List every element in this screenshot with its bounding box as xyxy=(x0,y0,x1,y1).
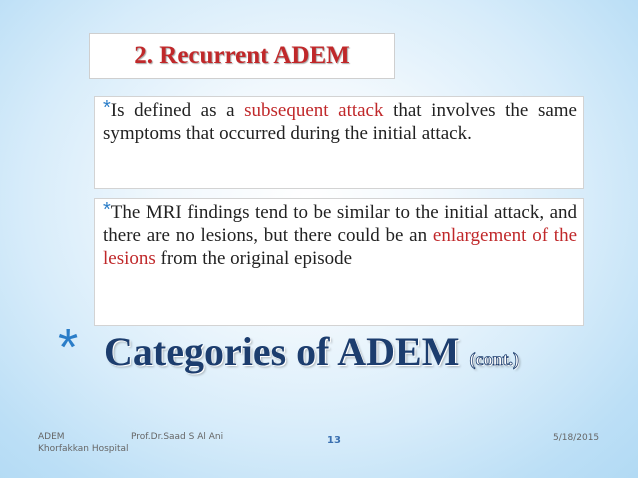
bullet2-text-before: The MRI findings tend to be similar to the initial attack, and there are no lesions, but there could be an xyxy=(103,202,577,246)
bullet2-text-after: from the original episode xyxy=(155,248,353,269)
bullet-star-icon: * xyxy=(103,97,111,119)
footer-topic: ADEM xyxy=(38,432,65,442)
bullet-star-icon: * xyxy=(103,199,111,221)
footer-date: 5/18/2015 xyxy=(553,433,600,443)
bullet-box-mri xyxy=(94,198,584,326)
bullet1-text-after: that involves the same symptoms that occurred during the initial attack. xyxy=(103,100,577,144)
footer-left xyxy=(38,431,129,455)
slide-heading-suffix: (cont.) xyxy=(469,349,519,369)
bullet2-highlight: enlargement of the lesions xyxy=(103,225,578,269)
heading-star-icon: * xyxy=(58,319,79,377)
slide-heading-text: Categories of ADEM xyxy=(104,329,460,374)
bullet1-highlight: subsequent attack xyxy=(244,100,384,121)
footer-author: Prof.Dr.Saad S Al Ani xyxy=(131,432,224,442)
slide-heading xyxy=(104,326,519,385)
bullet1-text-before: Is defined as a xyxy=(110,100,245,121)
section-title: 2. Recurrent ADEM xyxy=(134,42,350,69)
bullet-box-definition xyxy=(94,96,584,189)
footer-hospital: Khorfakkan Hospital xyxy=(38,444,129,454)
section-title-box xyxy=(89,33,395,79)
page-number: 13 xyxy=(327,435,341,446)
